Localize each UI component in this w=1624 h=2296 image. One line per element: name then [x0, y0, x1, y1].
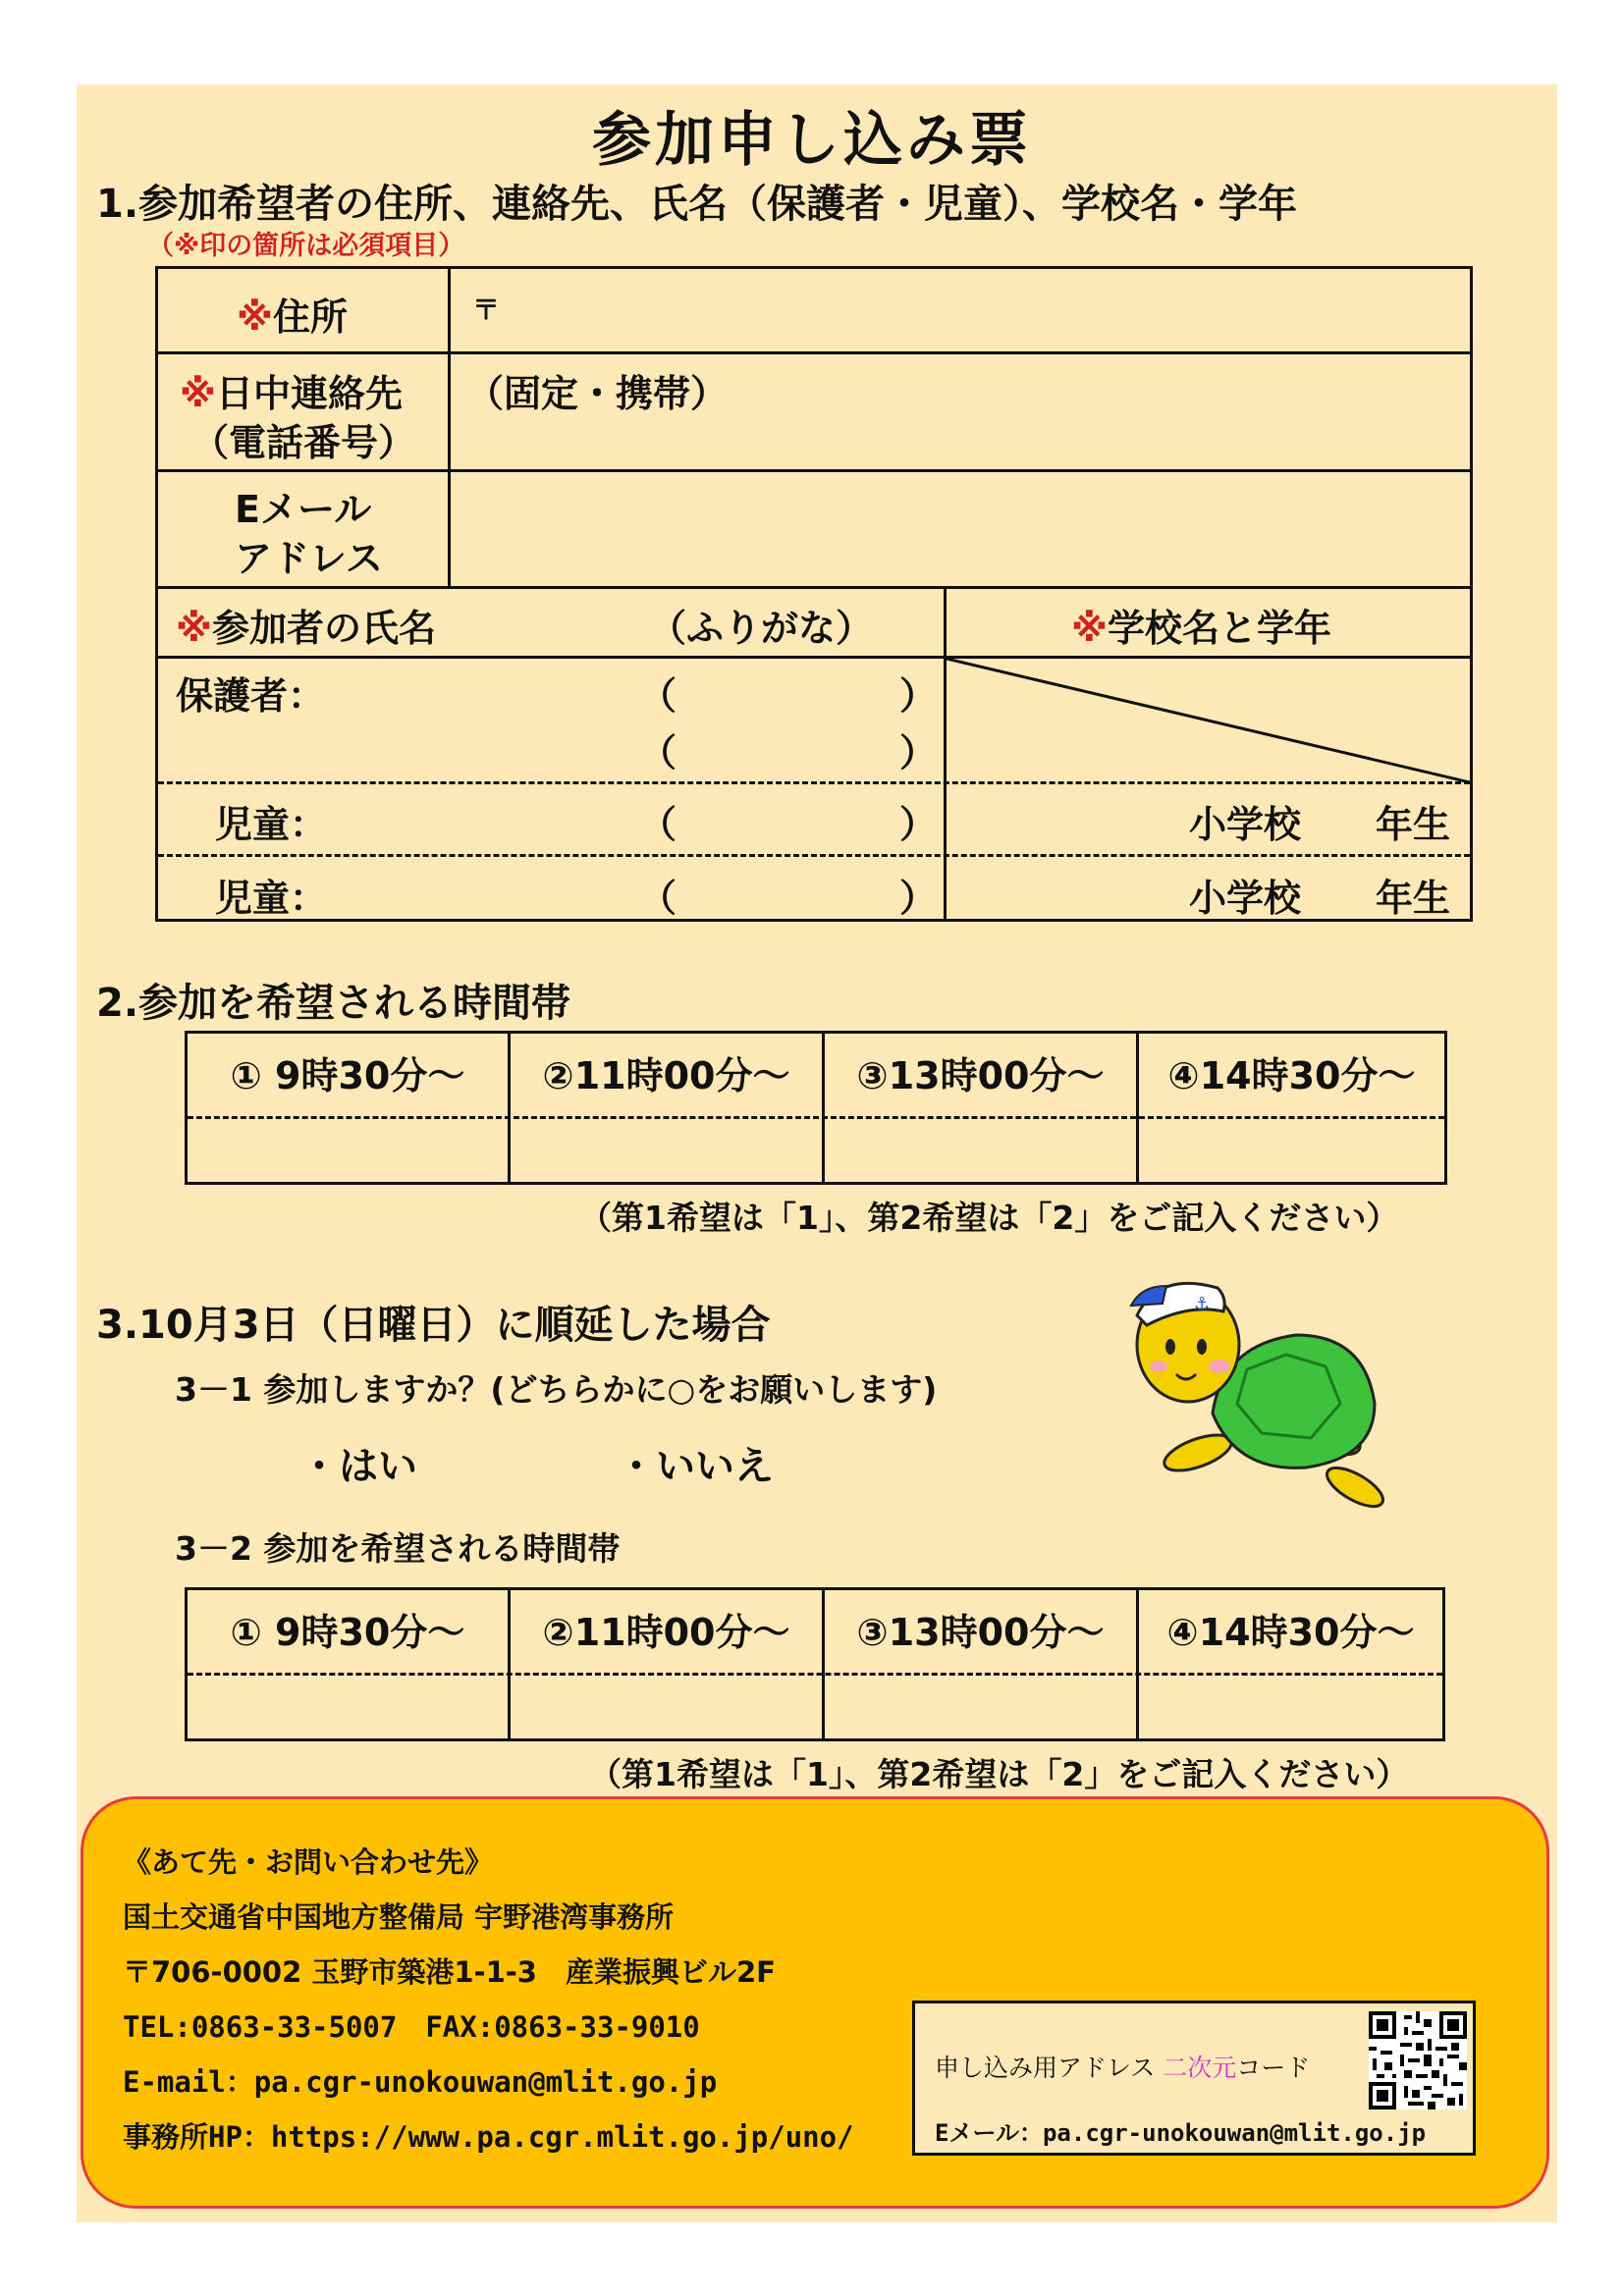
svg-text:⚓: ⚓ [1194, 1294, 1211, 1314]
required-mark: ※ [1071, 607, 1108, 650]
school-suffix: 小学校 [1189, 877, 1302, 920]
diagonal-line [947, 659, 1470, 782]
time-slot-table-postponed [185, 1587, 1445, 1741]
guardian-label: 保護者： [176, 674, 326, 718]
option-yes[interactable]: ・はい [299, 1444, 417, 1489]
time-slot-1[interactable]: ① 9時30分～ [230, 1611, 465, 1654]
time-slot-3[interactable]: ③13時00分～ [822, 1590, 1136, 1738]
school-suffix: 小学校 [1189, 803, 1302, 846]
furigana-header: （ふりがな） [649, 607, 874, 650]
required-mark: ※ [180, 372, 216, 415]
paren-open: （ [639, 674, 677, 718]
phone-label-sub: （電話番号） [191, 421, 416, 464]
grade-suffix: 年生 [1376, 803, 1451, 846]
contact-address: 〒706-0002 玉野市築港1-1-3 産業振興ビル2F [123, 1955, 776, 1989]
address-field[interactable]: 〒 [472, 294, 501, 326]
paren-close: ） [899, 674, 938, 718]
paren-open: （ [639, 731, 677, 774]
paren-close: ） [899, 877, 938, 920]
section3-question2: 3－2 参加を希望される時間帯 [175, 1529, 621, 1568]
phone-label: ※日中連絡先 [180, 372, 403, 415]
time-slot-2[interactable]: ②11時00分～ [508, 1034, 822, 1182]
paren-close: ） [899, 731, 938, 774]
phone-field[interactable]: （固定・携帯） [466, 372, 729, 415]
qr-email[interactable]: Eメール：pa.cgr-unokouwan@mlit.go.jp [935, 2119, 1427, 2147]
contact-hp-link[interactable]: 事務所HP：https://www.pa.cgr.mlit.go.jp/uno/ [123, 2120, 854, 2154]
preference-note: （第1希望は「1」、第2希望は「2」をご記入ください） [579, 1199, 1399, 1237]
qr-code-icon[interactable] [1369, 2011, 1467, 2109]
turtle-mascot-icon [1129, 1276, 1394, 1512]
time-slot-4[interactable]: ④14時30分～ [1136, 1590, 1442, 1738]
address-label: ※住所 [237, 295, 348, 339]
grade-suffix: 年生 [1376, 877, 1451, 920]
qr-box [912, 2001, 1476, 2156]
paren-close: ） [899, 803, 938, 846]
time-slot-table [185, 1031, 1447, 1185]
required-mark: ※ [176, 607, 212, 650]
required-note: （※印の箇所は必須項目） [147, 231, 465, 261]
section3-heading: 3.10月3日（日曜日）に順延した場合 [96, 1303, 771, 1348]
child-label: 児童： [215, 877, 328, 920]
contact-tel-fax: TEL:0863-33-5007 FAX:0863-33-9010 [123, 2010, 700, 2044]
qr-label: 申し込み用アドレス 二次元コード [935, 2054, 1311, 2082]
email-label-1: Eメール [235, 488, 372, 531]
email-field[interactable] [453, 472, 1464, 584]
option-no[interactable]: ・いいえ [617, 1444, 774, 1489]
preference-note-postponed: （第1希望は「1」、第2希望は「2」をご記入ください） [589, 1755, 1409, 1793]
time-slot-2[interactable]: ②11時00分～ [508, 1590, 822, 1738]
time-slot-3[interactable]: ③13時00分～ [822, 1034, 1136, 1182]
contact-heading: 《あて先・お問い合わせ先》 [123, 1845, 494, 1879]
time-slot-1[interactable]: ① 9時30分～ [230, 1054, 465, 1097]
paren-open: （ [639, 877, 677, 920]
child-label: 児童： [215, 803, 328, 846]
page-title: 参加申し込み票 [592, 106, 1032, 175]
paren-open: （ [639, 803, 677, 846]
email-label-2: アドレス [235, 537, 383, 580]
school-header: ※学校名と学年 [1071, 607, 1331, 650]
contact-org: 国土交通省中国地方整備局 宇野港湾事務所 [123, 1900, 675, 1934]
required-mark: ※ [237, 295, 273, 339]
section3-question1: 3－1 参加しますか？(どちらかに○をお願いします) [175, 1370, 938, 1409]
contact-email-link[interactable]: E-mail：pa.cgr-unokouwan@mlit.go.jp [123, 2065, 718, 2099]
time-slot-4[interactable]: ④14時30分～ [1136, 1034, 1444, 1182]
section1-heading: 1.参加希望者の住所、連絡先、氏名（保護者・児童）、学校名・学年 [96, 182, 1298, 227]
name-header: ※参加者の氏名 [176, 607, 436, 650]
section2-heading: 2.参加を希望される時間帯 [96, 981, 571, 1026]
applicant-table [155, 266, 1473, 922]
